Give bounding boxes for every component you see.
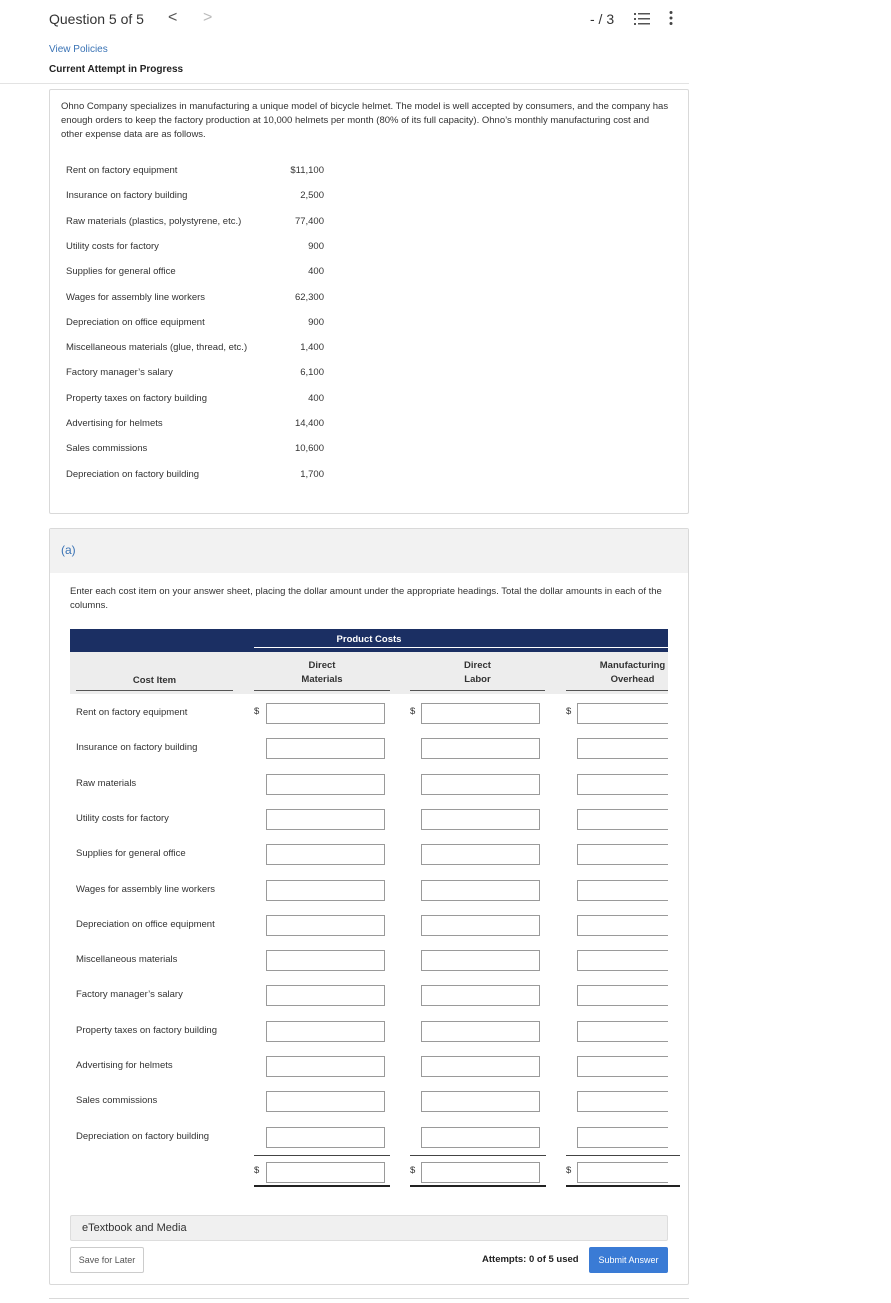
cost-data-amount: 10,600 [294, 443, 324, 455]
cost-data-row [66, 393, 366, 407]
manufacturing-overhead-input[interactable] [577, 774, 668, 795]
manufacturing-overhead-input[interactable] [577, 809, 668, 830]
manufacturing-overhead-input[interactable] [577, 1021, 668, 1042]
cost-data-label: Property taxes on factory building [66, 392, 207, 404]
cost-data-label: Sales commissions [66, 443, 148, 455]
cost-data-label: Raw materials (plastics, polystyrene, etc.) [66, 215, 242, 227]
submit-answer-button[interactable]: Submit Answer [589, 1247, 668, 1273]
etextbook-label: eTextbook and Media [82, 1222, 187, 1234]
cost-data-label: Advertising for helmets [66, 418, 163, 429]
direct-materials-input[interactable] [266, 1021, 385, 1042]
cost-data-amount: 6,100 [300, 367, 324, 379]
direct-labor-input[interactable] [421, 738, 540, 759]
group-header-rule [254, 647, 668, 648]
part-a-panel [49, 528, 689, 1285]
next-panel-edge [49, 1298, 689, 1303]
cost-data-row [66, 443, 366, 457]
cost-data-amount: 1,700 [300, 468, 324, 480]
divider [0, 83, 689, 84]
part-header [50, 529, 688, 573]
cost-data-row [66, 342, 366, 356]
cost-data-amount: 2,500 [300, 190, 324, 202]
cost-item-label: Raw materials [76, 777, 137, 789]
cost-item-label: Depreciation on office equipment [76, 918, 215, 930]
direct-labor-input[interactable] [421, 1091, 540, 1112]
direct-labor-input[interactable] [421, 703, 540, 724]
cost-data-label: Rent on factory equipment [66, 165, 178, 176]
direct-materials-input[interactable] [266, 738, 385, 759]
cost-item-label: Utility costs for factory [76, 812, 169, 824]
cost-data-row [66, 317, 366, 331]
attempt-info-bar [0, 42, 891, 84]
cost-data-row [66, 418, 366, 432]
total-rule [254, 1155, 390, 1156]
cost-item-label: Property taxes on factory building [76, 1024, 217, 1036]
direct-labor-input[interactable] [421, 844, 540, 865]
next-question-button[interactable]: > [203, 9, 213, 26]
manufacturing-overhead-input[interactable] [577, 915, 668, 936]
direct-materials-input[interactable] [266, 915, 385, 936]
total-double-rule [254, 1185, 390, 1187]
header-rule [254, 690, 390, 691]
etextbook-media-bar[interactable] [70, 1215, 668, 1241]
header-rule [76, 690, 233, 691]
question-score: - / 3 [590, 11, 615, 27]
cost-data-row [66, 165, 366, 179]
question-nav-bar [0, 0, 891, 42]
direct-materials-input[interactable] [266, 809, 385, 830]
currency-symbol: $ [410, 706, 416, 717]
attempt-status: Current Attempt in Progress [49, 64, 184, 75]
cost-data-row [66, 469, 366, 483]
part-label: (a) [61, 543, 76, 557]
cost-data-label: Wages for assembly line workers [66, 291, 206, 303]
header-line: Overhead [610, 674, 655, 685]
direct-materials-input[interactable] [266, 1091, 385, 1112]
total-double-rule [566, 1185, 680, 1187]
instructions: Enter each cost item on your answer sheet, placing the dollar amount under the appropriate headings. Total the dollar amounts in each of the columns. [70, 586, 662, 611]
currency-symbol: $ [254, 706, 260, 717]
table-group-header [70, 629, 668, 652]
cost-item-label: Sales commissions [76, 1095, 158, 1107]
cost-data-amount: 77,400 [294, 215, 324, 227]
manufacturing-overhead-input[interactable] [577, 738, 668, 759]
direct-labor-input[interactable] [421, 1127, 540, 1148]
cost-data-amount: $11,100 [290, 165, 324, 176]
cost-data-amount: 900 [308, 316, 324, 328]
manufacturing-overhead-input[interactable] [577, 985, 668, 1006]
header-line: Direct [464, 660, 491, 671]
cost-item-label: Supplies for general office [76, 848, 186, 860]
cost-data-label: Factory manager’s salary [66, 367, 173, 379]
header-line: Direct [308, 660, 336, 671]
currency-symbol: $ [410, 1165, 416, 1176]
column-header-cost-item: Cost Item [132, 675, 177, 686]
direct-labor-input[interactable] [421, 950, 540, 971]
cost-item-label: Miscellaneous materials [76, 954, 178, 966]
save-for-later-button[interactable]: Save for Later [70, 1247, 144, 1273]
more-options-icon[interactable] [668, 10, 674, 30]
cost-data-amount: 900 [308, 240, 324, 252]
currency-symbol: $ [566, 1165, 572, 1176]
cost-data-label: Depreciation on factory building [66, 468, 200, 480]
column-header-manufacturing-overhead [566, 659, 699, 687]
cost-data-amount: 400 [308, 266, 324, 278]
view-policies-link[interactable]: View Policies [49, 44, 108, 55]
direct-labor-input[interactable] [421, 1021, 540, 1042]
cost-data-row [66, 190, 366, 204]
question-list-icon[interactable] [634, 12, 650, 26]
cost-data-amount: 14,400 [294, 418, 324, 429]
manufacturing-overhead-input[interactable] [577, 1056, 668, 1077]
manufacturing-overhead-input[interactable] [577, 1127, 668, 1148]
attempts-counter: Attempts: 0 of 5 used [482, 1254, 579, 1265]
direct-labor-input[interactable] [421, 774, 540, 795]
cost-data-amount: 62,300 [294, 291, 324, 303]
direct-materials-input[interactable] [266, 703, 385, 724]
direct-labor-input[interactable] [421, 880, 540, 901]
column-header-direct-materials [254, 659, 390, 687]
total-double-rule [410, 1185, 546, 1187]
header-line: Labor [464, 674, 491, 685]
cost-data-label: Utility costs for factory [66, 240, 159, 252]
previous-question-button[interactable]: < [168, 9, 178, 26]
currency-symbol: $ [566, 706, 572, 717]
cost-item-label: Wages for assembly line workers [76, 883, 216, 895]
direct-labor-total-input[interactable] [421, 1162, 540, 1183]
direct-materials-input[interactable] [266, 1127, 385, 1148]
direct-labor-input[interactable] [421, 915, 540, 936]
cost-data-label: Insurance on factory building [66, 190, 188, 202]
cost-item-label: Insurance on factory building [76, 742, 198, 754]
total-rule [410, 1155, 546, 1156]
manufacturing-overhead-input[interactable] [577, 844, 668, 865]
manufacturing-overhead-total-input[interactable] [577, 1162, 668, 1183]
header-line: Materials [301, 674, 343, 685]
currency-symbol: $ [254, 1165, 260, 1176]
cost-data-label: Miscellaneous materials (glue, thread, etc.) [66, 342, 248, 354]
cost-data-amount: 1,400 [300, 342, 324, 354]
cost-data-label: Depreciation on office equipment [66, 316, 205, 328]
cost-data-row [66, 292, 366, 306]
manufacturing-overhead-input[interactable] [577, 703, 668, 724]
direct-materials-input[interactable] [266, 880, 385, 901]
cost-data-row [66, 216, 366, 230]
header-line: Manufacturing [599, 660, 666, 671]
question-counter: Question 5 of 5 [49, 11, 144, 27]
column-header-direct-labor [410, 659, 545, 687]
manufacturing-overhead-input[interactable] [577, 1091, 668, 1112]
direct-materials-input[interactable] [266, 1056, 385, 1077]
problem-text: Ohno Company specializes in manufacturing a unique model of bicycle helmet. The model is well accepted by consumers, and the company has enough orders to keep the factory production at 10,000 helmets per month (80% of its full capacity). Ohno’s monthly manufacturing cost and other expense data are as follows. [61, 101, 669, 140]
direct-labor-input[interactable] [421, 809, 540, 830]
cost-data-row [66, 367, 366, 381]
product-costs-header: Product Costs [336, 634, 402, 645]
direct-materials-input[interactable] [266, 950, 385, 971]
direct-materials-input[interactable] [266, 844, 385, 865]
cost-data-row [66, 266, 366, 280]
direct-materials-total-input[interactable] [266, 1162, 385, 1183]
manufacturing-overhead-input[interactable] [577, 950, 668, 971]
cost-data-row [66, 241, 366, 255]
problem-statement-panel [49, 89, 689, 514]
header-rule [410, 690, 545, 691]
direct-materials-input[interactable] [266, 774, 385, 795]
manufacturing-overhead-input[interactable] [577, 880, 668, 901]
direct-labor-input[interactable] [421, 1056, 540, 1077]
cost-item-label: Depreciation on factory building [76, 1130, 210, 1142]
cost-item-label: Rent on factory equipment [76, 707, 188, 718]
cost-data-label: Supplies for general office [66, 266, 176, 278]
total-rule [566, 1155, 680, 1156]
direct-materials-input[interactable] [266, 985, 385, 1006]
header-rule [566, 690, 668, 691]
direct-labor-input[interactable] [421, 985, 540, 1006]
cost-item-label: Advertising for helmets [76, 1060, 173, 1071]
cost-data-amount: 400 [308, 392, 324, 404]
cost-item-label: Factory manager’s salary [76, 989, 183, 1001]
